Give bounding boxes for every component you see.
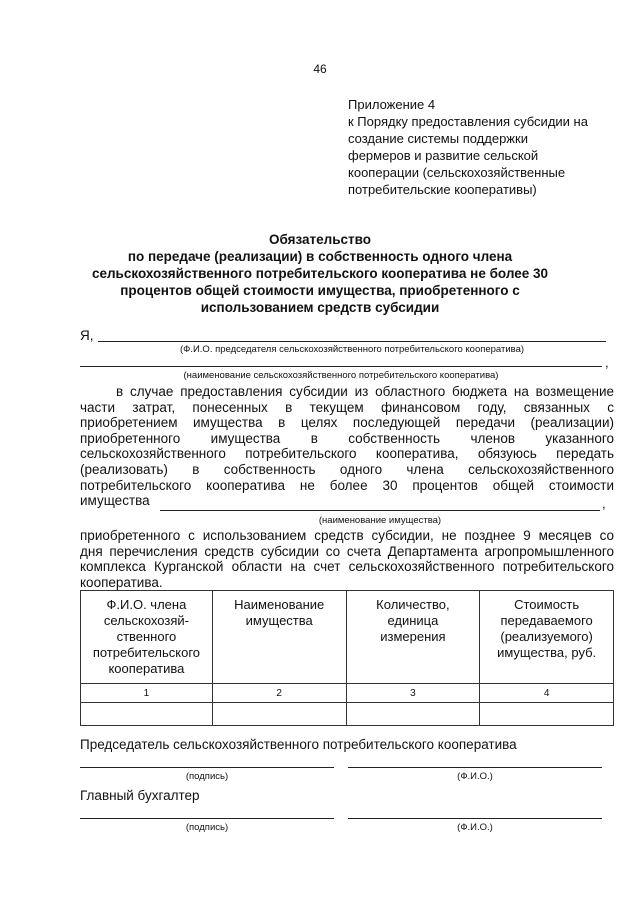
column-number: 1	[81, 684, 213, 703]
header-member-name: Ф.И.О. члена сельскохозяй- ственного потребительского кооператива	[81, 591, 213, 684]
table-cell-empty[interactable]	[81, 703, 213, 726]
paragraph-line: комплекса Курганской области на счет сельскохозяйственного потребительского	[80, 559, 614, 575]
ya-label: Я,	[80, 328, 94, 343]
column-number: 3	[346, 684, 480, 703]
property-name-caption: (наименование имущества)	[318, 515, 442, 526]
chairman-label: Председатель сельскохозяйственного потребительского кооператива	[80, 737, 517, 752]
paragraph-line: дня перечисления средств субсидии со счета Департамента агропромышленного	[80, 543, 614, 559]
obligation-paragraph-1	[80, 384, 614, 509]
accountant-label: Главный бухгалтер	[80, 788, 200, 803]
chairman-name-line[interactable]	[98, 341, 606, 342]
chairman-fio-caption: (Ф.И.О.)	[457, 771, 493, 782]
property-name-line[interactable]	[160, 510, 600, 511]
paragraph-line: (реализовать) в собственность одного члена сельскохозяйственного	[80, 461, 614, 477]
paragraph-line: имущества	[80, 493, 150, 509]
paragraph-line: приобретением имущества в целях последующей передачи (реализации)	[80, 415, 614, 431]
title-line: Обязательство	[268, 232, 372, 247]
accountant-fio-caption: (Ф.И.О.)	[457, 822, 493, 833]
paragraph-line: кооператива.	[80, 574, 163, 590]
document-title	[60, 231, 580, 316]
transfer-table	[80, 590, 614, 726]
table-row	[81, 703, 614, 726]
accountant-signature-line[interactable]	[80, 818, 334, 819]
paragraph-line: приобретенного с использованием средств субсидии, не позднее 9 месяцев со	[80, 528, 614, 543]
table-cell-empty[interactable]	[212, 703, 346, 726]
chairman-name-caption: (Ф.И.О. председателя сельскохозяйственного потребительского кооператива)	[179, 344, 525, 355]
appendix-line: к Порядку предоставления субсидии на	[348, 114, 588, 129]
title-line: использованием средств субсидии	[200, 300, 440, 315]
chairman-signature-caption: (подпись)	[185, 771, 229, 782]
paragraph-line: потребительского кооператива не более 30 процентов общей стоимости	[80, 477, 614, 493]
paragraph-line: в случае предоставления субсидии из областного бюджета на возмещение	[116, 384, 614, 399]
accountant-signature-caption: (подпись)	[185, 822, 229, 833]
appendix-block	[348, 96, 628, 198]
chairman-fio-line[interactable]	[348, 767, 602, 768]
appendix-line: потребительские кооперативы)	[348, 182, 537, 197]
paragraph-line: части затрат, понесенных в текущем финансовом году, связанных с	[80, 399, 614, 415]
cooperative-name-caption: (наименование сельскохозяйственного потребительского кооператива)	[183, 370, 499, 381]
table-cell-empty[interactable]	[480, 703, 614, 726]
header-property-value: Стоимость передаваемого (реализуемого) имущества, руб.	[480, 591, 614, 684]
title-line: сельскохозяйственного потребительского кооператива не более 30	[91, 266, 549, 281]
column-number: 4	[480, 684, 614, 703]
cooperative-name-comma: ,	[605, 355, 609, 370]
page-number: 46	[313, 62, 327, 76]
title-line: по передаче (реализации) в собственность одного члена	[127, 249, 513, 264]
appendix-line: Приложение 4	[348, 97, 436, 112]
column-number: 2	[212, 684, 346, 703]
appendix-line: кооперации (сельскохозяйственные	[348, 165, 566, 180]
obligation-paragraph-2	[80, 528, 614, 590]
paragraph-line: сельскохозяйственного потребительского кооператива, обязуюсь передать	[80, 446, 614, 462]
paragraph-line: приобретенного имущества в собственность членов указанного	[80, 430, 614, 446]
table-cell-empty[interactable]	[346, 703, 480, 726]
header-quantity-unit: Количество, единица измерения	[346, 591, 480, 684]
table-number-row	[81, 684, 614, 703]
appendix-line: создание системы поддержки	[348, 131, 528, 146]
table-header-row	[81, 591, 614, 684]
header-property-name: Наименование имущества	[212, 591, 346, 684]
chairman-signature-line[interactable]	[80, 767, 334, 768]
appendix-line: фермеров и развитие сельской	[348, 148, 539, 163]
cooperative-name-line[interactable]	[80, 366, 602, 367]
title-line: процентов общей стоимости имущества, приобретенного с	[120, 283, 520, 298]
accountant-fio-line[interactable]	[348, 818, 602, 819]
property-name-comma: ,	[602, 496, 606, 511]
